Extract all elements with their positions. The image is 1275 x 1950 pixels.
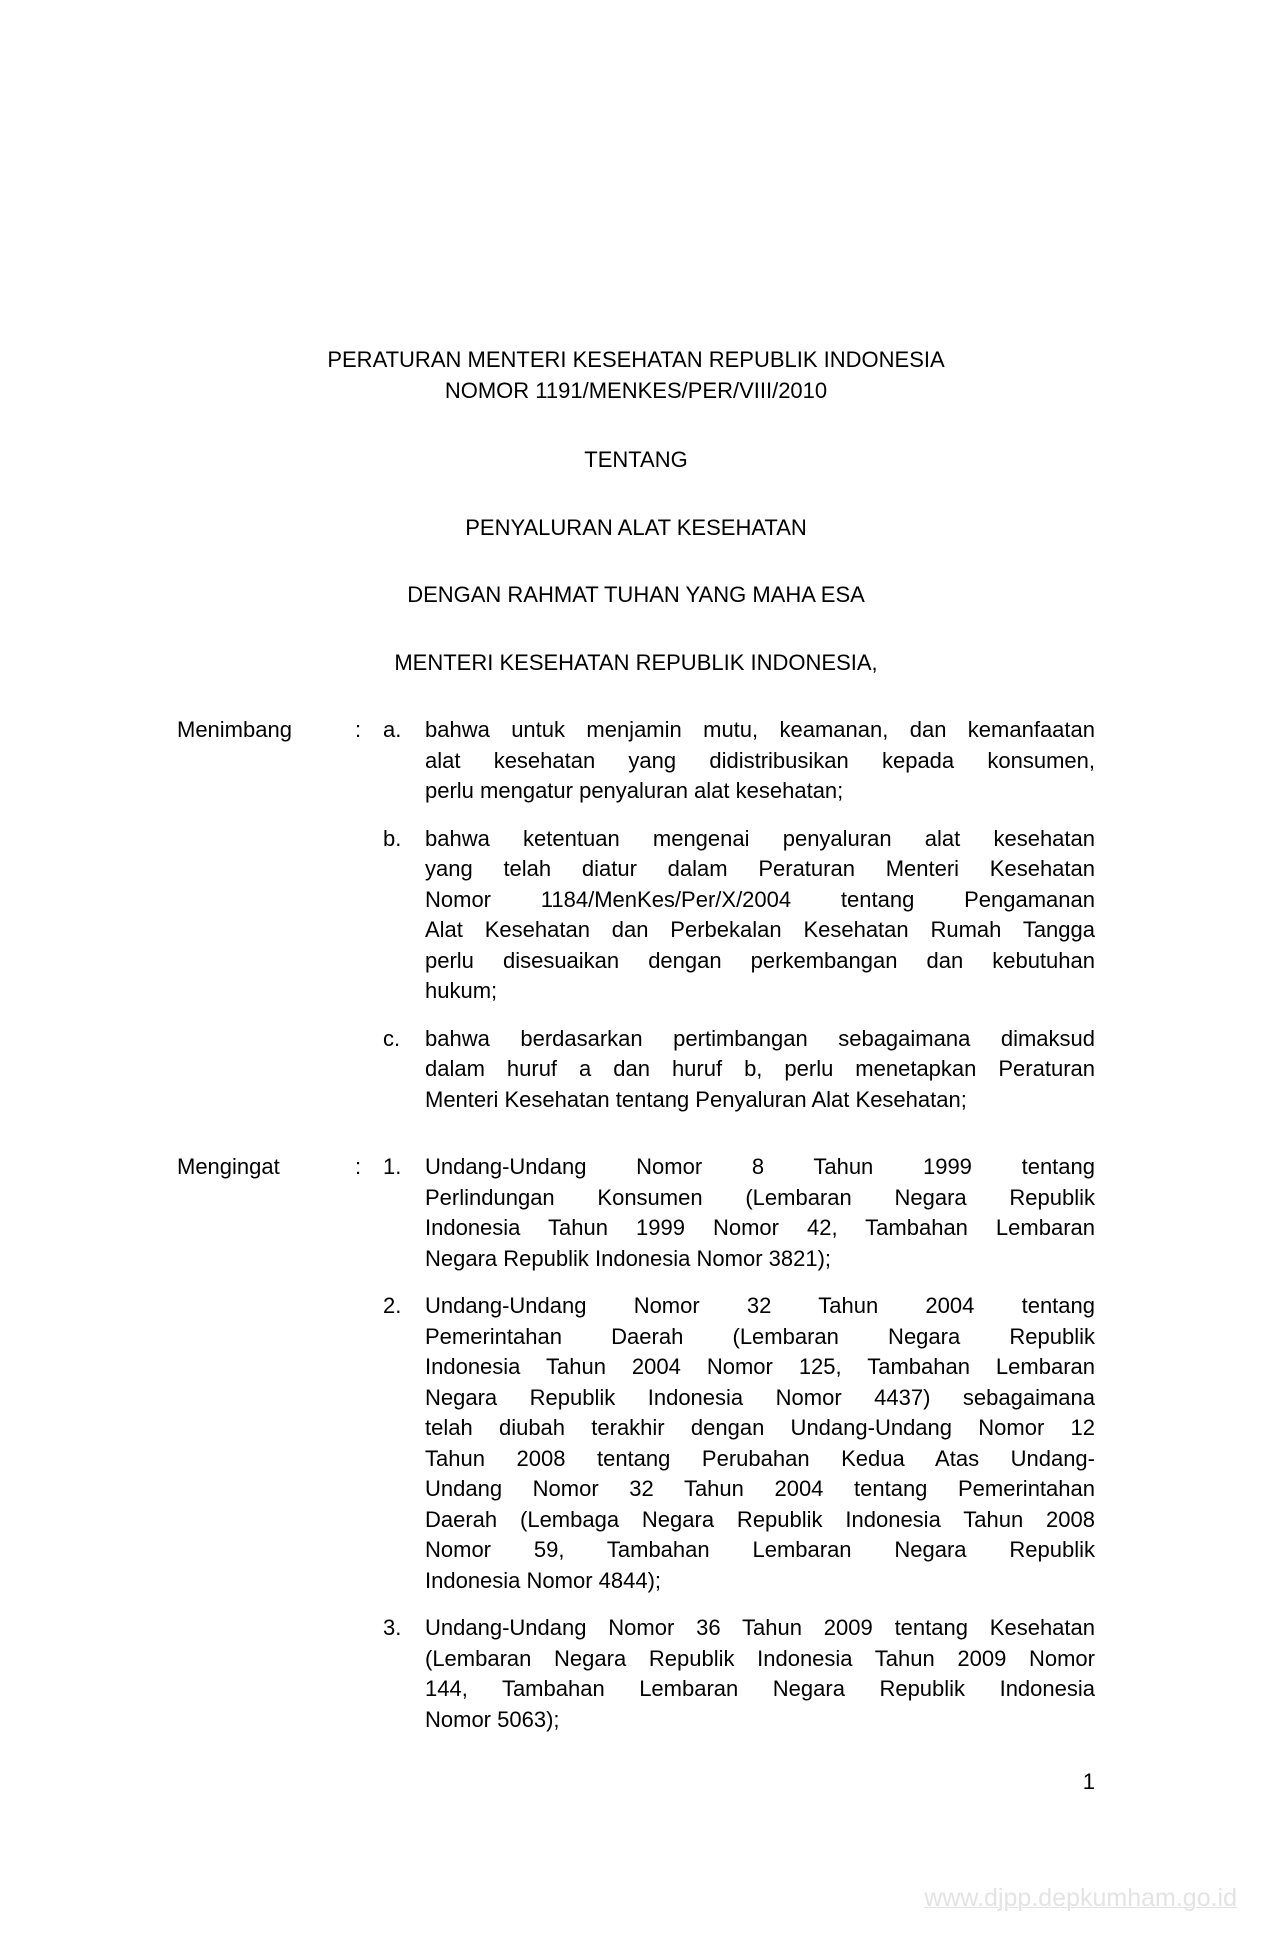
text-line: Alat Kesehatan dan Perbekalan Kesehatan Rumah Tangga <box>425 917 1095 942</box>
text-line: perlu disesuaikan dengan perkembangan dan kebutuhan <box>425 947 1095 973</box>
invocation-line: DENGAN RAHMAT TUHAN YANG MAHA ESA <box>407 582 865 607</box>
mengingat-item-3-marker: 3. <box>383 1615 402 1640</box>
spacer-cell <box>177 1291 355 1596</box>
text-line: bahwa berdasarkan pertimbangan sebagaimana dimaksud <box>425 1025 1095 1051</box>
text-line: Negara Republik Indonesia Nomor 3821); <box>425 1245 832 1271</box>
menimbang-item-a-text <box>425 715 1095 807</box>
text-line: (Lembaran Negara Republik Indonesia Tahun 2009 Nomor <box>425 1645 1095 1671</box>
text-line: perlu mengatur penyaluran alat kesehatan; <box>425 778 844 803</box>
mengingat-colon: : <box>355 1154 362 1179</box>
text-line: Indonesia Nomor 4844); <box>425 1567 662 1593</box>
text-line: Menteri Kesehatan tentang Penyaluran Alat Kesehatan; <box>425 1086 967 1112</box>
text-line: bahwa ketentuan mengenai penyaluran alat kesehatan <box>425 825 1095 851</box>
text-line: Nomor 1184/MenKes/Per/X/2004 tentang Pengamanan <box>425 886 1095 912</box>
spacer-cell <box>177 1613 355 1735</box>
mengingat-item-1-marker: 1. <box>383 1154 402 1179</box>
menimbang-item-b-text <box>425 824 1095 1007</box>
text-line: bahwa untuk menjamin mutu, keamanan, dan kemanfaatan <box>425 717 1095 742</box>
menimbang-section <box>177 715 1095 1115</box>
text-line: Undang-Undang Nomor 36 Tahun 2009 tentang Kesehatan <box>425 1615 1095 1640</box>
text-line: Indonesia Tahun 1999 Nomor 42, Tambahan Lembaran <box>425 1215 1095 1240</box>
menimbang-item-c-marker: c. <box>383 1025 401 1051</box>
mengingat-item-3-text <box>425 1613 1095 1735</box>
text-line: dalam huruf a dan huruf b, perlu menetapkan Peraturan <box>425 1056 1095 1081</box>
spacer-cell <box>355 1291 383 1596</box>
title-line-1: PERATURAN MENTERI KESEHATAN REPUBLIK INDONESIA <box>327 347 945 372</box>
mengingat-section <box>177 1152 1095 1735</box>
mengingat-item-2-text <box>425 1291 1095 1596</box>
document-header <box>177 345 1095 678</box>
spacer-cell <box>177 824 355 1007</box>
subject-title: PENYALURAN ALAT KESEHATAN <box>465 514 807 540</box>
text-line: Nomor 59, Tambahan Lembaran Negara Republik <box>425 1537 1095 1562</box>
watermark-text: www.djpp.depkumham.go.id <box>924 1884 1237 1912</box>
spacer-cell <box>177 1024 355 1116</box>
text-line: telah diubah terakhir dengan Undang-Undang Nomor 12 <box>425 1415 1095 1440</box>
authority-line: MENTERI KESEHATAN REPUBLIK INDONESIA, <box>394 649 878 675</box>
title-line-2: NOMOR 1191/MENKES/PER/VIII/2010 <box>444 377 828 403</box>
menimbang-label: Menimbang <box>177 717 292 742</box>
text-line: yang telah diatur dalam Peraturan Menteri Kesehatan <box>425 856 1095 881</box>
text-line: Nomor 5063); <box>425 1706 560 1732</box>
menimbang-item-c-text <box>425 1024 1095 1116</box>
page-number: 1 <box>1082 1769 1095 1794</box>
mengingat-item-1-text <box>425 1152 1095 1274</box>
text-line: Negara Republik Indonesia Nomor 4437) sebagaimana <box>425 1384 1095 1410</box>
text-line: Undang Nomor 32 Tahun 2004 tentang Pemerintahan <box>425 1476 1095 1501</box>
subject-label: TENTANG <box>584 447 688 472</box>
mengingat-label: Mengingat <box>177 1154 280 1179</box>
text-line: Undang-Undang Nomor 32 Tahun 2004 tentang <box>425 1293 1095 1318</box>
text-line: Perlindungan Konsumen (Lembaran Negara Republik <box>425 1184 1095 1210</box>
spacer-cell <box>355 824 383 1007</box>
spacer-cell <box>355 1613 383 1735</box>
text-line: hukum; <box>425 978 498 1003</box>
menimbang-item-b-marker: b. <box>383 825 402 851</box>
text-line: Tahun 2008 tentang Perubahan Kedua Atas Undang- <box>425 1445 1095 1471</box>
text-line: 144, Tambahan Lembaran Negara Republik Indonesia <box>425 1676 1095 1701</box>
menimbang-colon: : <box>355 717 362 742</box>
text-line: Daerah (Lembaga Negara Republik Indonesia Tahun 2008 <box>425 1506 1095 1532</box>
spacer-cell <box>355 1024 383 1116</box>
menimbang-item-a-marker: a. <box>383 717 402 742</box>
text-line: Undang-Undang Nomor 8 Tahun 1999 tentang <box>425 1154 1095 1179</box>
text-line: alat kesehatan yang didistribusikan kepada konsumen, <box>425 747 1095 773</box>
text-line: Indonesia Tahun 2004 Nomor 125, Tambahan Lembaran <box>425 1354 1095 1379</box>
mengingat-item-2-marker: 2. <box>383 1293 402 1318</box>
text-line: Pemerintahan Daerah (Lembaran Negara Republik <box>425 1323 1095 1349</box>
